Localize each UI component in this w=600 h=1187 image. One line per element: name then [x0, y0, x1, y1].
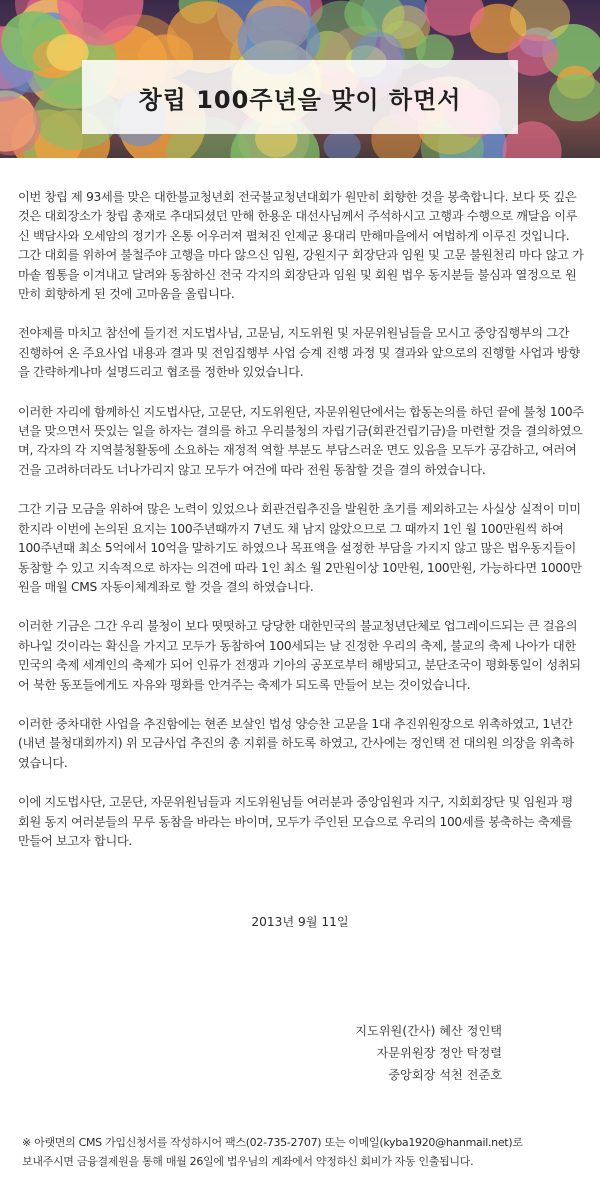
paragraph: 그간 대회를 위하여 불철주야 고행을 마다 않으신 임원, 강원지구 회장단과 임원 및 고문 불원천리 마다 않고 가마솥 찜통을 이겨내고 달려와 동참하신 전국 각지의 회장단과 임원 및 회원 법우 동지분들 불심과 열정으로 원만히 회향하게 된 것에 고마움을 올립니다.: [18, 248, 584, 302]
footnote-line: 보내주시면 금융결제원을 통해 매월 26일에 법우님의 계좌에서 약정하신 회비가 자동 인출됩니다.: [22, 1155, 474, 1168]
header-banner: [0, 0, 600, 158]
signature-line: 지도위원(간사) 혜산 정인택: [355, 1024, 502, 1038]
signature-block: [300, 1020, 502, 1086]
paragraph: 이러한 중차대한 사업을 추진함에는 현존 보살인 법성 양승찬 고문을 1대 추진위원장으로 위촉하였고, 1년간(내년 불청대회까지) 위 모금사업 추진의 총 지휘를 하도록 하였고, 간사에는 정인택 전 대의원 의장을 위촉하였습니다.: [18, 716, 574, 770]
title-box: [82, 60, 518, 134]
footnote: [22, 1133, 582, 1171]
document-date: 2013년 9월 11일: [251, 915, 349, 929]
paragraph: 이러한 자리에 함께하신 지도법사단, 고문단, 지도위원단, 자문위원단에서는 합동논의를 하던 끝에 불청 100주년을 맞으면서 뜻있는 일을 하자는 결의를 하고 우리불청의 자립기금(회관건립기금)을 마련할 것을 결의하였으며, 각자의 각 지역불청활동에 소요하는 재정적 역할 부분도 부담스러운 면도 있음을 모두가 공감하고, 여러여건을 고려하더라도 너나가리지 않고 모두가 여건에 따라 전원 동참할 것을 결의 하였습니다.: [18, 404, 584, 477]
signature-line: 중앙회장 석천 전준호: [388, 1068, 502, 1082]
footnote-line: ※ 아랫면의 CMS 가입신청서를 작성하시어 팩스(02-735-2707) 또는 이메일(kyba1920@hanmail.net)로: [22, 1136, 523, 1149]
lantern-shape: [549, 74, 600, 122]
paragraph: 이번 창립 제 93세를 맞은 대한불교청년회 전국불교청년대회가 원만히 회향한 것을 봉축합니다. 보다 뜻 깊은 것은 대회장소가 창립 총재로 추대되셨던 만해 한용운 대선사님께서 주석하시고 고행과 수행으로 깨달음 이루신 백담사와 오세암의 정기가 온통 어우러져 펼쳐진 인제군 용대리 만해마을에서 여법하게 이루진 것입니다.: [18, 190, 578, 243]
article-body: [18, 188, 584, 871]
page-title: 창립 100주년을 맞이 하면서: [138, 85, 462, 114]
signature-line: 자문위원장 정안 탁정렬: [376, 1046, 502, 1060]
paragraph: 이에 지도법사단, 고문단, 자문위원님들과 지도위원님들 여러분과 중앙임원과 지구, 지회회장단 및 임원과 평회원 동지 여러분들의 무루 동참을 바라는 바이며, 모두가 주인된 모습으로 우리의 100세를 봉축하는 축제를 만들어 보고자 합니다.: [18, 795, 573, 848]
paragraph: 전야제를 마치고 참선에 들기전 지도법사님, 고문님, 지도위원 및 자문위원님들을 모시고 중앙집행부의 그간 진행하여 온 주요사업 내용과 결과 및 전임집행부 사업 승계 진행 과정 및 결과와 앞으로의 진행할 사업과 방향을 간략하게나마 설명드리고 협조를 정한바 있었습니다.: [18, 326, 581, 380]
paragraph: 이러한 기금은 그간 우리 불청이 보다 떳떳하고 당당한 대한민국의 불교청년단체로 업그레이드되는 큰 걸음의 하나일 것이라는 확신을 가지고 모두가 동참하여 100세되는 날 진정한 우리의 축제, 불교의 축제 나아가 대한민국의 축제 세계인의 축제가 되어 인류가 전쟁과 기아의 공포로부터 해방되고, 분단조국이 평화통일이 성취되어 북한 동포들에게도 자유와 평화를 안겨주는 축제가 되도록 만들어 보는 것이었습니다.: [18, 619, 581, 692]
paragraph: 그간 기금 모금을 위하여 많은 노력이 있었으나 회관건립추진을 발원한 초기를 제외하고는 사실상 실적이 미미한지라 이번에 논의된 요지는 100주년때까지 7년도 채 남지 않았으므로 그 때까지 1인 월 100만원씩 하여 100주년때 최소 5억에서 10억을 말하기도 하였으나 목표액을 설정한 부담을 가지지 않고 많은 법우동지들이 동참할 수 있고 지속적으로 하자는 의견에 따라 1인 최소 월 2만원이상 10만원, 100만원, 가능하다면 1000만원을 매월 CMS 자동이체계좌로 할 것을 결의 하였습니다.: [18, 502, 582, 594]
lantern-shape: [324, 131, 361, 159]
